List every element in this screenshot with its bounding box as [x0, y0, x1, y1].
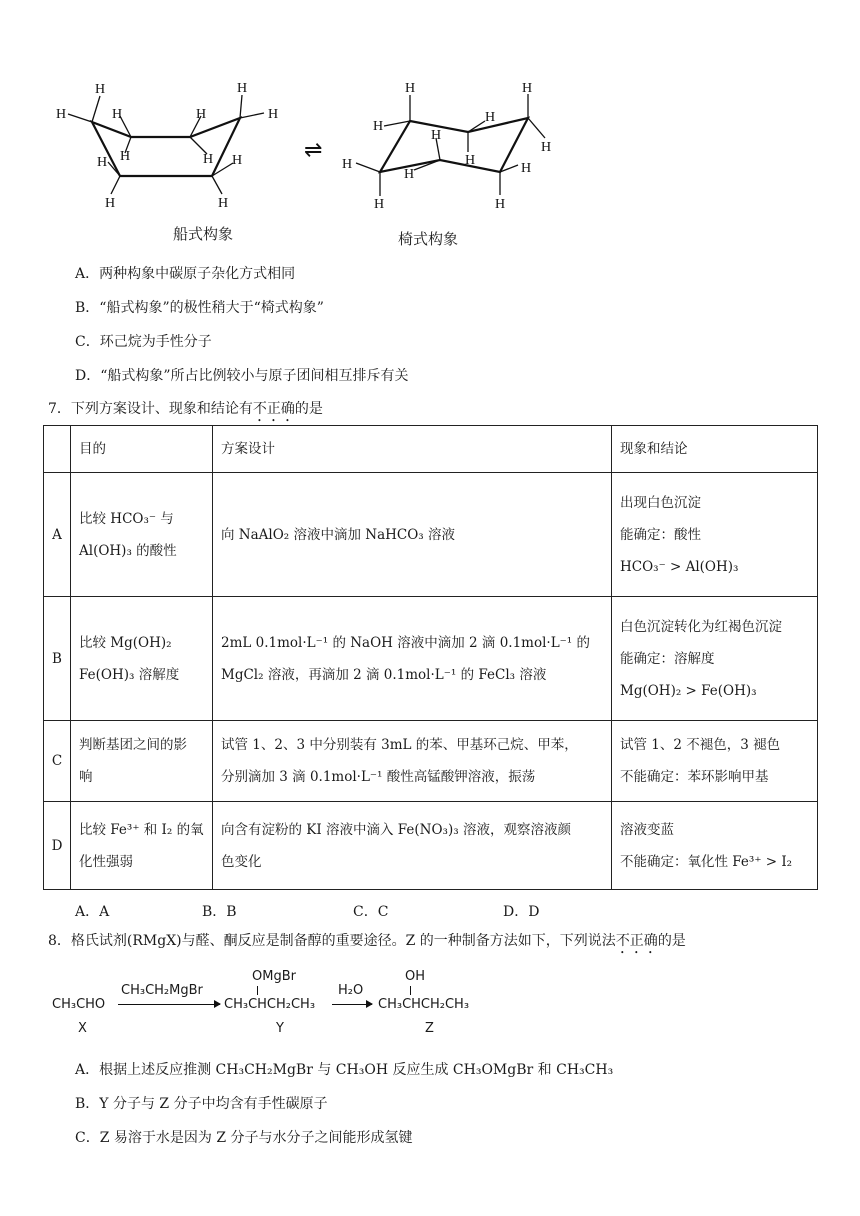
- svg-text:H: H: [521, 161, 532, 176]
- compound-x-label: X: [78, 1021, 87, 1036]
- emphasis-text: 不正确: [615, 933, 658, 949]
- reaction-arrow-1: [118, 1004, 220, 1005]
- header-result: 现象和结论: [612, 426, 818, 473]
- q7-choice-d: D．D: [503, 904, 540, 920]
- compound-z-substituent: OH: [405, 969, 426, 984]
- arrow-head-icon: [214, 1000, 221, 1008]
- svg-text:H: H: [95, 82, 106, 97]
- svg-text:H: H: [541, 140, 552, 155]
- q7-choice-c: C．C: [353, 904, 389, 920]
- q8-stem: 8．格氏试剂(RMgX)与醛、酮反应是制备醇的重要途径。Z 的一种制备方法如下，下列说法不正确的是: [48, 933, 686, 949]
- table-header-row: [44, 426, 818, 473]
- svg-text:H: H: [112, 107, 123, 122]
- q6-option-b: B．“船式构象”的极性稍大于“椅式构象”: [75, 300, 324, 316]
- emphasis-text: 不正确: [252, 401, 295, 417]
- svg-text:H: H: [268, 107, 279, 122]
- q6-option-c: C．环己烷为手性分子: [75, 334, 212, 350]
- svg-text:H: H: [105, 196, 116, 211]
- arrow-head-icon: [366, 1000, 373, 1008]
- svg-text:H: H: [232, 153, 243, 168]
- boat-caption: 船式构象: [173, 225, 234, 243]
- q6-option-d: D．“船式构象”所占比例较小与原子团间相互排斥有关: [75, 368, 409, 384]
- svg-text:H: H: [56, 107, 67, 122]
- svg-text:H: H: [342, 157, 353, 172]
- svg-text:H: H: [373, 119, 384, 134]
- svg-text:H: H: [120, 149, 131, 164]
- compound-x: CH₃CHO: [52, 997, 106, 1012]
- chair-h-labels: [342, 81, 551, 212]
- svg-text:H: H: [196, 107, 207, 122]
- bond-line: [410, 986, 411, 995]
- table-row: B 比较 Mg(OH)₂ Fe(OH)₃ 溶解度 2mL 0.1mol·L⁻¹ 的 NaOH 溶液中滴加 2 滴 0.1mol·L⁻¹ 的 MgCl₂ 溶液，再滴加 2 滴 0.1mol·L⁻¹ 的 FeCl₃ 溶液 白色沉淀转化为红褐色沉淀 能确定：溶解度 Mg(OH)₂ > Fe(OH)₃: [44, 597, 818, 721]
- q8-option-b: B．Y 分子与 Z 分子中均含有手性碳原子: [75, 1096, 328, 1112]
- q7-stem: 7．下列方案设计、现象和结论有不正确的是: [48, 401, 323, 417]
- svg-text:H: H: [218, 196, 229, 211]
- svg-text:H: H: [203, 152, 214, 167]
- table-row: D 比较 Fe³⁺ 和 I₂ 的氧 化性强弱 向含有淀粉的 KI 溶液中滴入 Fe(NO₃)₃ 溶液，观察溶液颜 色变化 溶液变蓝 不能确定：氧化性 Fe³⁺ > I₂: [44, 802, 818, 890]
- bond-line: [257, 986, 258, 995]
- q7-choice-b: B．B: [202, 904, 237, 920]
- svg-text:H: H: [465, 153, 476, 168]
- compound-y: CH₃CHCH₂CH₃: [224, 997, 316, 1012]
- compound-z-label: Z: [425, 1021, 434, 1036]
- svg-text:H: H: [97, 155, 108, 170]
- svg-text:H: H: [404, 167, 415, 182]
- chair-bonds: [356, 94, 545, 196]
- boat-bonds: [68, 95, 264, 194]
- q8-option-a: A．根据上述反应推测 CH₃CH₂MgBr 与 CH₃OH 反应生成 CH₃OMgBr 和 CH₃CH₃: [75, 1062, 614, 1078]
- compound-z: CH₃CHCH₂CH₃: [378, 997, 470, 1012]
- q7-choice-a: A．A: [75, 904, 110, 920]
- header-design: 方案设计: [213, 426, 612, 473]
- equilibrium-arrow: ⇌: [304, 137, 323, 162]
- reagent-grignard: CH₃CH₂MgBr: [121, 983, 203, 998]
- boat-h-labels: [56, 81, 278, 211]
- compound-y-label: Y: [276, 1021, 284, 1036]
- q8-option-c: C．Z 易溶于水是因为 Z 分子与水分子之间能形成氢键: [75, 1130, 413, 1146]
- svg-text:H: H: [374, 197, 385, 212]
- table-row: C 判断基团之间的影 响 试管 1、2、3 中分别装有 3mL 的苯、甲基环己烷、甲苯， 分别滴加 3 滴 0.1mol·L⁻¹ 酸性高锰酸钾溶液，振荡 试管 1、2 不褪色，3 褪色 不能确定：苯环影响甲基: [44, 721, 818, 802]
- svg-text:H: H: [495, 197, 506, 212]
- svg-text:H: H: [405, 81, 416, 96]
- chair-caption: 椅式构象: [398, 230, 459, 248]
- q7-table: [43, 425, 818, 890]
- header-blank: [44, 426, 71, 473]
- cyclohexane-conformation-figure: [0, 0, 860, 250]
- compound-y-substituent: OMgBr: [252, 969, 296, 984]
- header-purpose: 目的: [71, 426, 213, 473]
- reagent-water: H₂O: [338, 983, 364, 998]
- svg-text:H: H: [522, 81, 533, 96]
- q6-option-a: A．两种构象中碳原子杂化方式相同: [75, 266, 296, 282]
- table-row: A 比较 HCO₃⁻ 与 Al(OH)₃ 的酸性 向 NaAlO₂ 溶液中滴加 NaHCO₃ 溶液 出现白色沉淀 能确定：酸性 HCO₃⁻ > Al(OH)₃: [44, 473, 818, 597]
- svg-text:H: H: [237, 81, 248, 96]
- svg-text:H: H: [431, 128, 442, 143]
- svg-text:H: H: [485, 110, 496, 125]
